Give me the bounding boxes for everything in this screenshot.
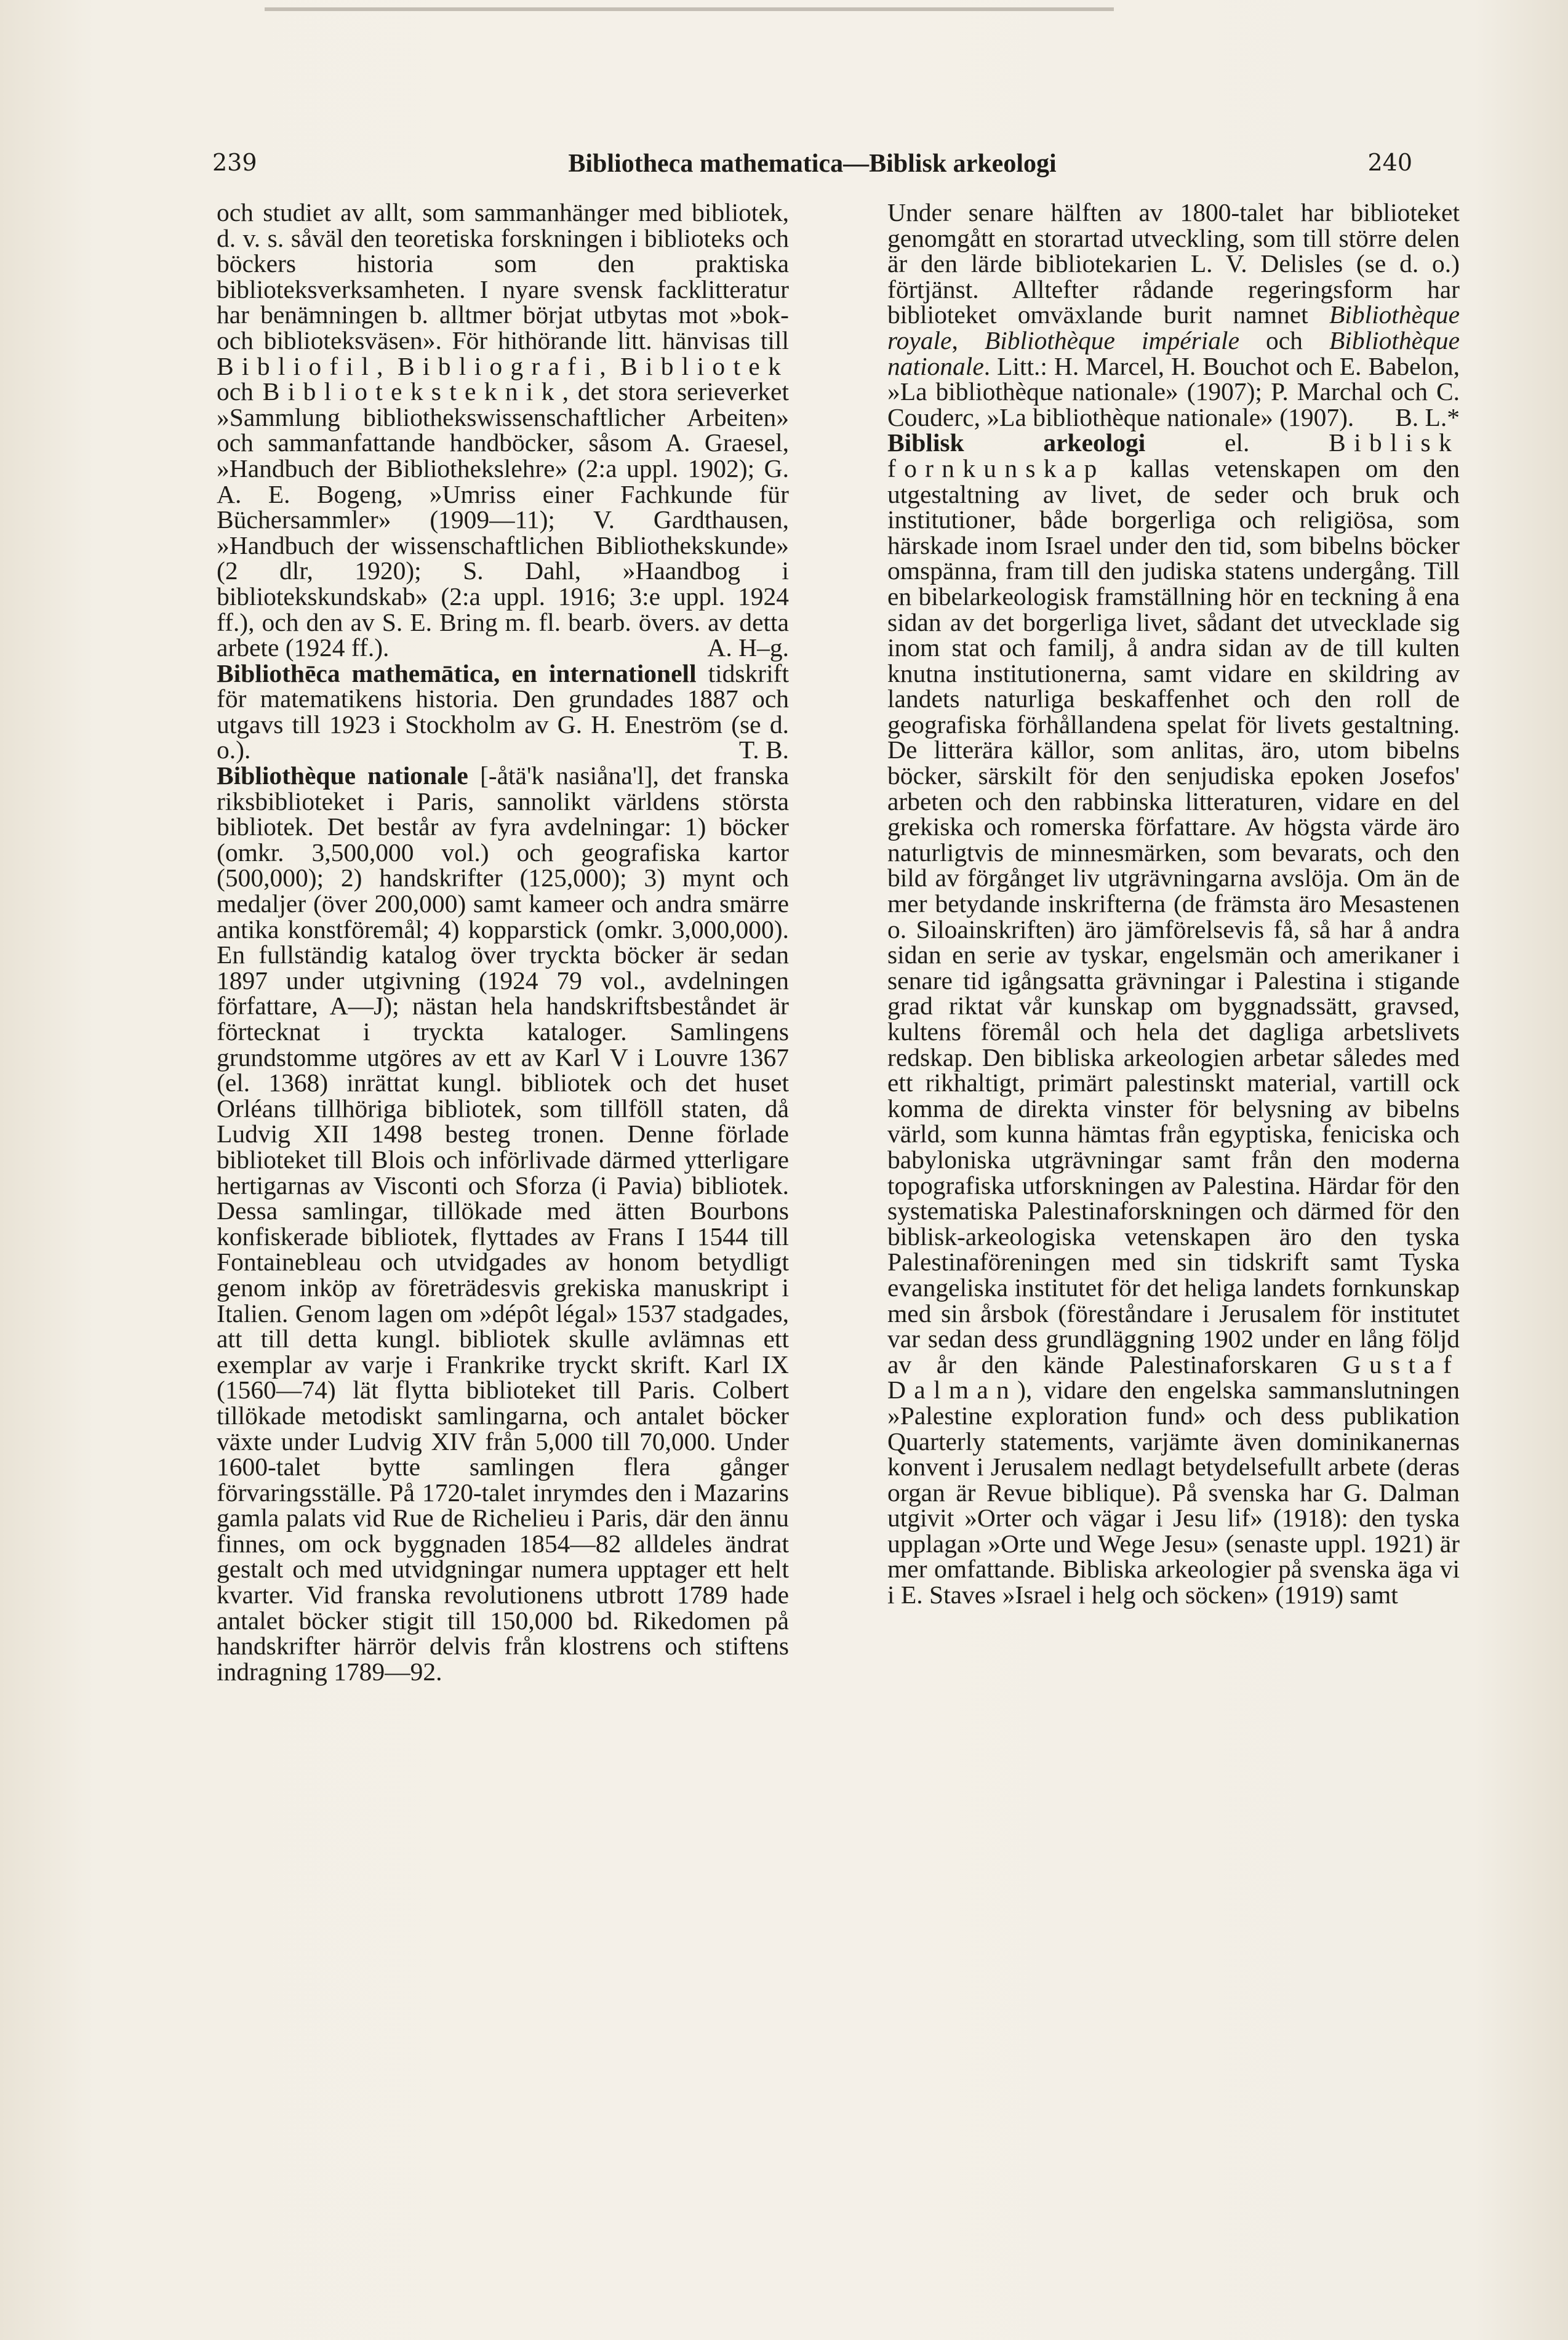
page-number-left: 239 xyxy=(212,149,257,176)
entry-biblisk-arkeologi xyxy=(887,430,1460,1608)
spaced-name: Gustaf Dalman xyxy=(887,1350,1460,1404)
entry-text: och xyxy=(217,377,263,406)
page-edge-shadow xyxy=(265,7,1114,11)
author-signature: A. H–g. xyxy=(707,633,789,662)
entry-headword: Biblisk arkeologi xyxy=(887,428,1146,457)
italic-name: Bibliothèque royale xyxy=(887,300,1460,355)
entry-text: [-åtä'k nasiåna'l], det franska riksbiblioteket i Paris, sannolikt världens största bibliotek. Det består av fyra avdelningar: 1) böcker (omkr. 3,500,000 vol.) och geografiska kartor (500,000); 2) handskrifter (125,000); 3) mynt och medaljer (över 200,000) samt kameer och andra smärre antika konstföremål; 4) kopparstick (omkr. 3,000,000). En fullständig katalog över tryckta böcker är sedan 1897 under utgivning (1924 79 vol., avdelningen författare, A—J); nästan hela handskriftsbeståndet är förtecknat i tryckta kataloger. Samlingens grundstomme utgöres av ett av Karl V i Louvre 1367 (el. 1368) inrättat kungl. bibliotek och det huset Orléans tillhöriga bibliotek, som tillföll staten, då Ludvig XII 1498 besteg tronen. Denne förlade biblioteket till Blois och införlivade därmed ytterligare hertigarnas av Visconti och Sforza (i Pavia) bibliotek. Dessa samlingar, tillökade med ätten Bourbons konfiskerade bibliotek, flyttades av Frans I 1544 till Fontainebleau och utvidgades av honom betydligt genom inköp av företrädesvis grekiska manuskript i Italien. Genom lagen om »dépôt légal» 1537 stadgades, att till detta kungl. bibliotek skulle avlämnas ett exemplar av varje i Frankrike tryckt skrift. Karl IX (1560—74) lät flytta biblioteket till Paris. Colbert tillökade metodiskt samlingarna, och antalet böcker växte under Ludvig XIV från 5,000 till 70,000. Under 1600-talet bytte samlingen flera gånger förvaringsställe. På 1720-talet inrymdes den i Mazarins gamla palats vid Rue de Richelieu i Paris, där den ännu finnes, om ock byggnaden 1854—82 alldeles ändrat gestalt och med utvidgningar numera upptager ett helt kvarter. Vid franska revolutionens utbrott 1789 hade antalet böcker stigit till 150,000 bd. Rikedomen på handskrifter härrör delvis från klostrens och stiftens indragning 1789—92. xyxy=(217,761,789,1686)
spaced-term: Biblisk fornkunskap xyxy=(887,428,1460,483)
author-signature: B. L.* xyxy=(1395,403,1460,431)
entry-text: , det stora serieverket »Sammlung bibliothekswissenschaftlicher Arbeiten» och sammanfattande handböcker, såsom A. Graesel, »Handbuch der Bibliothekslehre» (2:a uppl. 1902); G. A. E. Bogeng, »Umriss einer Fachkunde für Büchersammler» (1909—11); V. Gardthausen, »Handbuch der wissenschaftlichen Bibliothekskunde» (2 dlr, 1920); S. Dahl, »Haandbog i bibliotekskundskab» (2:a uppl. 1916; 3:e uppl. 1924 ff.), och den av S. E. Bring m. fl. bearb. övers. av detta arbete (1924 ff.). xyxy=(217,377,790,662)
entry-text: kallas vetenskapen om den utgestaltning av livet, de seder och bruk och institutioner, både borgerliga och religiösa, som härskade inom Israel under den tid, som bibelns böcker omspänna, fram till den judiska statens undergång. Till en bibelarkeologisk framställning hör en teckning å ena sidan av det borgerliga livet, sådant det utvecklade sig inom stat och familj, å andra sidan av de till kulten knutna institutionerna, samt vidare en skildring av landets naturliga beskaffenhet och den roll de geografiska förhållandena spelat för livets gestaltning. De litterära källor, som anlitas, äro, utom bibelns böcker, särskilt för den senjudiska epoken Josefos' arbeten och den rabbinska litteraturen, vidare en del grekiska och romerska författare. Av högsta värde äro naturligtvis de minnesmärken, som bevarats, och den bild av förgånget liv utgrävningarna avslöja. Om än de mer betydande inskrifterna (de främsta äro Mesastenen o. Siloainskriften) äro jämförelsevis få, så har å andra sidan en serie av tyskar, engelsmän och amerikaner i senare tid igångsatta grävningar i Palestina i stigande grad riktat vår kunskap om byggnadssätt, gravsed, kultens föremål och hela det dagliga arbetslivets redskap. Den bibliska arkeologien arbetar således med ett rikhaltigt, primärt palestinskt material, vartill ock komma de direkta vinster för belysning av bibelns värld, som kunna hämtas från egyptiska, feniciska och babyloniska utgrävningar samt från den moderna topografiska utforskningen av Palestina. Härdar för den systematiska Palestinaforskningen och därmed för den biblisk-arkeologiska vetenskapen äro den tyska Palestinaföreningen med sin tidskrift samt Tyska evangeliska institutet för det heliga landets fornkunskap med sin årsbok (föreståndare i Jerusalem för institutet var sedan dess grundläggning 1902 under en lång följd av år den kände Palestinaforskaren xyxy=(887,454,1460,1379)
entry-bibliotheque-nationale xyxy=(217,763,789,1685)
entry-text: , xyxy=(951,326,985,355)
right-column xyxy=(887,200,1460,2262)
entry-headword: Bibliothèque nationale xyxy=(217,761,468,790)
cross-reference: Biblioteksteknik xyxy=(262,377,562,406)
page-number-right: 240 xyxy=(1367,149,1412,176)
italic-name: Bibliothèque nationale xyxy=(887,326,1460,380)
entry-text: Under senare hälften av 1800-talet har biblioteket genomgått en storartad utveckling, som till större delen är den lärde bibliotekarien L. V. Delisles (se d. o.) förtjänst. Alltefter rådande regeringsform har biblioteket omväxlande burit namnet xyxy=(887,198,1460,329)
left-column xyxy=(217,200,789,2262)
running-header xyxy=(212,140,1412,190)
cross-reference: Bibliofil xyxy=(217,351,377,380)
entry-text: . Litt.: H. Marcel, H. Bouchot och E. Babelon, »La bibliothèque nationale» (1907); P. Marchal och C. Couderc, »La bibliothèque nationale» (1907). xyxy=(887,351,1460,431)
running-title: Bibliotheca mathematica—Biblisk arkeologi xyxy=(568,150,1057,178)
cross-reference: Bibliotek xyxy=(620,351,789,380)
entry-text: el. xyxy=(1145,428,1329,457)
entry-text: ), vidare den engelska sammanslutningen »Palestine exploration fund» och dess publikation Quarterly statements, varjämte även dominikanernas konvent i Jerusalem nedlagt betydelsefullt arbete (deras organ är Revue biblique). På svenska har G. Dalman utgivit »Orter och vägar i Jesu lif» (1918): den tyska upplagan »Orte und Wege Jesu» (senaste uppl. 1921) är mer omfattande. Bibliska arkeologier på svenska äga vi i E. Staves »Israel i helg och söcken» (1919) samt xyxy=(887,1376,1460,1609)
italic-name: Bibliothèque impériale xyxy=(984,326,1239,355)
entry-text: och xyxy=(1239,326,1329,355)
entry-bibliotheca-mathematica xyxy=(217,661,789,763)
cross-reference: Bibliografi xyxy=(397,351,600,380)
author-signature: T. B. xyxy=(738,735,789,764)
entry-headword: Bibliothēca mathemātica, xyxy=(217,659,500,687)
entry-text: , xyxy=(599,351,620,380)
entry-text: en internationell xyxy=(500,659,697,687)
entry-bibliotheque-nationale-continued xyxy=(887,200,1460,430)
entry-text: och studiet av allt, som sammanhänger med bibliotek, d. v. s. såväl den teoretiska forskningen i biblioteks och böckers historia som den praktiska biblioteksverksamheten. I nyare svensk facklitteratur har benämningen b. alltmer börjat utbytas mot »bok- och biblioteksväsen». För hithörande litt. hänvisas till xyxy=(217,198,789,355)
entry-text: , xyxy=(377,351,398,380)
entry-bibliotekslara-continued xyxy=(217,200,789,661)
entry-text: tidskrift för matematikens historia. Den grundades 1887 och utgavs till 1923 i Stockholm av G. H. Eneström (se d. o.). xyxy=(217,659,789,764)
